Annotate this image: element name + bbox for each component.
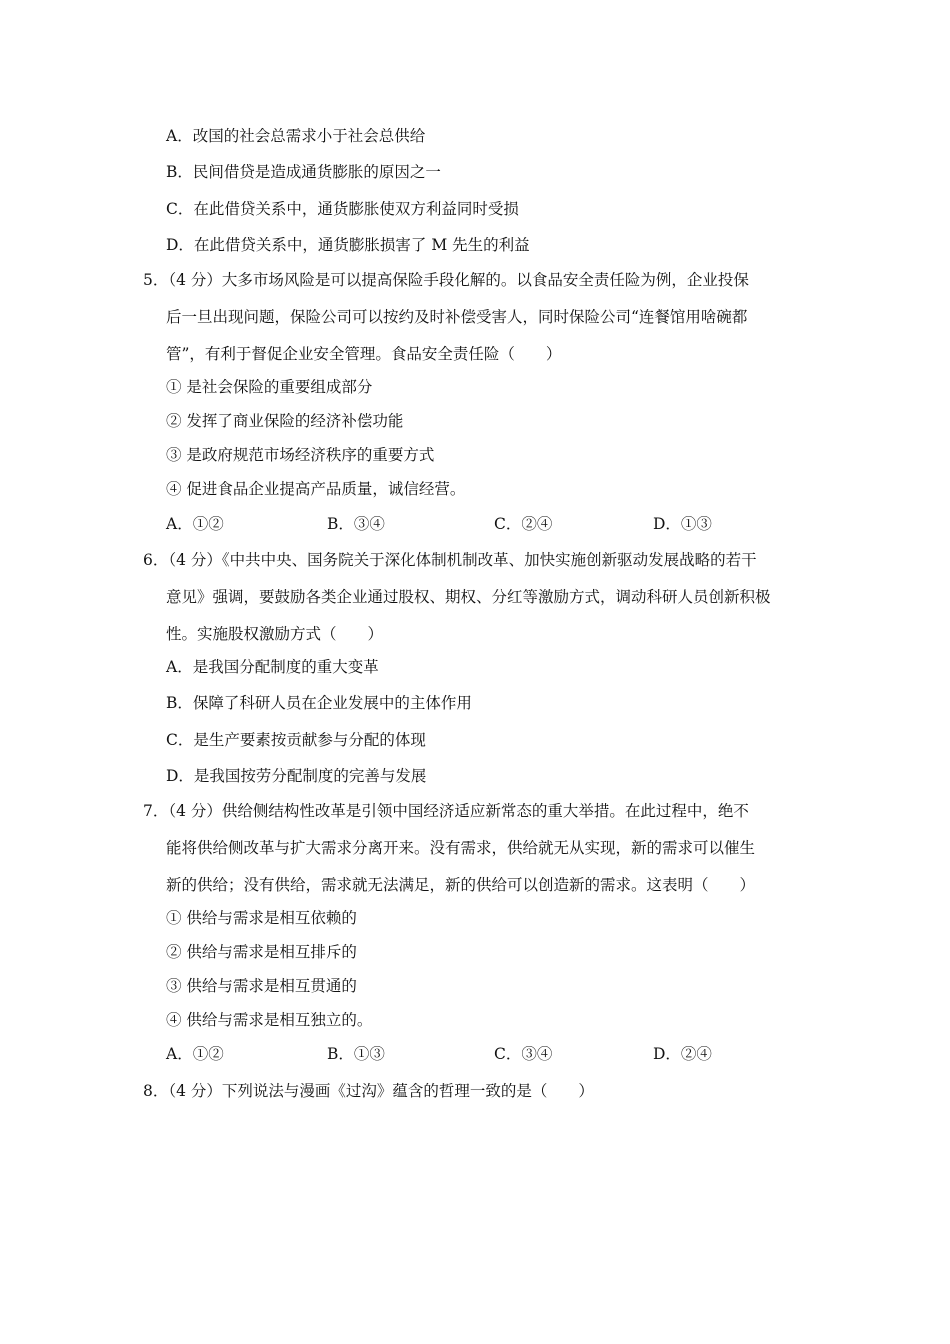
q7-item-1: ① 供给与需求是相互依赖的 bbox=[166, 909, 357, 927]
q5-choice-c: C．②④ bbox=[494, 515, 553, 533]
q7-item-3: ③ 供给与需求是相互贯通的 bbox=[166, 977, 357, 995]
q4-option-c: C．在此借贷关系中，通货膨胀使双方利益同时受损 bbox=[166, 200, 519, 218]
q7-choice-c: C．③④ bbox=[494, 1045, 553, 1063]
q5-choice-a: A．①② bbox=[166, 515, 224, 533]
q5-choice-b: B．③④ bbox=[327, 515, 385, 533]
q7-item-2: ② 供给与需求是相互排斥的 bbox=[166, 943, 357, 961]
q6-option-c: C．是生产要素按贡献参与分配的体现 bbox=[166, 731, 426, 749]
q7-choice-d: D．②④ bbox=[653, 1045, 712, 1063]
q5-stem-line3: 管”，有利于督促企业安全管理。食品安全责任险（ ） bbox=[166, 345, 562, 363]
q5-item-4: ④ 促进食品企业提高产品质量，诚信经营。 bbox=[166, 480, 466, 498]
q6-option-b: B．保障了科研人员在企业发展中的主体作用 bbox=[166, 694, 472, 712]
q7-stem-line2: 能将供给侧改革与扩大需求分离开来。没有需求，供给就无从实现，新的需求可以催生 bbox=[166, 839, 756, 857]
q8-stem-line1: 8．（4 分）下列说法与漫画《过沟》蕴含的哲理一致的是（ ） bbox=[143, 1082, 594, 1100]
q4-option-d: D．在此借贷关系中，通货膨胀损害了 M 先生的利益 bbox=[166, 236, 530, 254]
q4-option-a: A．改国的社会总需求小于社会总供给 bbox=[166, 127, 426, 145]
q7-choice-b: B．①③ bbox=[327, 1045, 385, 1063]
q6-stem-line3: 性。实施股权激励方式（ ） bbox=[166, 625, 384, 643]
q6-option-a: A．是我国分配制度的重大变革 bbox=[166, 658, 379, 676]
q7-stem-line3: 新的供给；没有供给，需求就无法满足，新的供给可以创造新的需求。这表明（ ） bbox=[166, 876, 756, 894]
q6-stem-line2: 意见》强调，要鼓励各类企业通过股权、期权、分红等激励方式，调动科研人员创新积极 bbox=[166, 588, 771, 606]
q7-stem-line1: 7．（4 分）供给侧结构性改革是引领中国经济适应新常态的重大举措。在此过程中，绝不 bbox=[143, 802, 749, 820]
q6-stem-line1: 6．（4 分）《中共中央、国务院关于深化体制机制改革、加快实施创新驱动发展战略的若干 bbox=[143, 551, 757, 569]
q5-item-1: ① 是社会保险的重要组成部分 bbox=[166, 378, 373, 396]
q7-choice-a: A．①② bbox=[166, 1045, 224, 1063]
q5-choice-d: D．①③ bbox=[653, 515, 712, 533]
q7-item-4: ④ 供给与需求是相互独立的。 bbox=[166, 1011, 373, 1029]
q4-option-b: B．民间借贷是造成通货膨胀的原因之一 bbox=[166, 163, 441, 181]
q5-item-2: ② 发挥了商业保险的经济补偿功能 bbox=[166, 412, 404, 430]
q5-stem-line1: 5．（4 分）大多市场风险是可以提高保险手段化解的。以食品安全责任险为例，企业投保 bbox=[143, 271, 749, 289]
q5-item-3: ③ 是政府规范市场经济秩序的重要方式 bbox=[166, 446, 435, 464]
q6-option-d: D．是我国按劳分配制度的完善与发展 bbox=[166, 767, 427, 785]
q5-stem-line2: 后一旦出现问题，保险公司可以按约及时补偿受害人，同时保险公司“连餐馆用啥碗都 bbox=[166, 308, 748, 326]
